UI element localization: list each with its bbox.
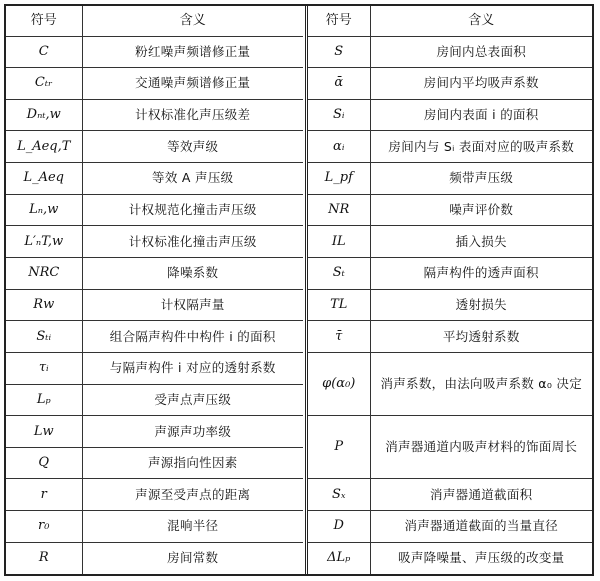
table-row <box>6 511 303 543</box>
symbol-cell: Q <box>6 447 82 479</box>
table-row <box>308 226 592 258</box>
meaning-cell: 房间内与 Sᵢ 表面对应的吸声系数 <box>370 131 592 163</box>
header-row <box>6 6 303 36</box>
table-row <box>6 68 303 100</box>
header-symbol: 符号 <box>308 6 370 36</box>
table-row <box>6 384 303 416</box>
meaning-cell: 与隔声构件 i 对应的透射系数 <box>82 352 303 384</box>
meaning-cell: 房间常数 <box>82 542 303 574</box>
meaning-cell: 等效声级 <box>82 131 303 163</box>
symbol-cell: R <box>6 542 82 574</box>
meaning-cell: 计权标准化声压级差 <box>82 99 303 131</box>
right-table <box>308 6 592 574</box>
symbol-cell: Dₙₜ,w <box>6 99 82 131</box>
symbol-table <box>4 4 594 576</box>
symbol-cell: TL <box>308 289 370 321</box>
table-row <box>6 194 303 226</box>
symbol-cell: Sₜᵢ <box>6 321 82 353</box>
meaning-cell: 消声器通道截面的当量直径 <box>370 511 592 543</box>
symbol-cell: Lₙ,w <box>6 194 82 226</box>
meaning-cell: 房间内平均吸声系数 <box>370 68 592 100</box>
symbol-cell: φ(α₀) <box>308 352 370 415</box>
header-symbol: 符号 <box>6 6 82 36</box>
meaning-cell: 组合隔声构件中构件 i 的面积 <box>82 321 303 353</box>
table-row <box>6 257 303 289</box>
table-row <box>308 542 592 574</box>
table-row <box>308 352 592 415</box>
meaning-cell: 房间内表面 i 的面积 <box>370 99 592 131</box>
meaning-cell: 消声系数，由法向吸声系数 α₀ 决定 <box>370 352 592 415</box>
meaning-cell: 吸声降噪量、声压级的改变量 <box>370 542 592 574</box>
meaning-cell: 频带声压级 <box>370 163 592 195</box>
table-row <box>6 479 303 511</box>
meaning-cell: 粉红噪声频谱修正量 <box>82 36 303 68</box>
symbol-cell: Cₜᵣ <box>6 68 82 100</box>
table-row <box>308 131 592 163</box>
meaning-cell: 消声器通道内吸声材料的饰面周长 <box>370 416 592 479</box>
symbol-cell: Sₓ <box>308 479 370 511</box>
symbol-cell: NRC <box>6 257 82 289</box>
meaning-cell: 噪声评价数 <box>370 194 592 226</box>
right-table-body <box>308 36 592 574</box>
table-row <box>308 257 592 289</box>
symbol-cell: Lₚ <box>6 384 82 416</box>
meaning-cell: 混响半径 <box>82 511 303 543</box>
left-table-body <box>6 36 303 574</box>
table-row <box>308 194 592 226</box>
meaning-cell: 降噪系数 <box>82 257 303 289</box>
header-meaning: 含义 <box>370 6 592 36</box>
symbol-cell: Sᵢ <box>308 99 370 131</box>
symbol-cell: C <box>6 36 82 68</box>
symbol-cell: NR <box>308 194 370 226</box>
table-row <box>6 131 303 163</box>
symbol-cell: D <box>308 511 370 543</box>
symbol-cell: L_Aeq <box>6 163 82 195</box>
table-row <box>308 479 592 511</box>
meaning-cell: 平均透射系数 <box>370 321 592 353</box>
symbol-cell: αᵢ <box>308 131 370 163</box>
table-row <box>6 289 303 321</box>
meaning-cell: 房间内总表面积 <box>370 36 592 68</box>
table-row <box>308 511 592 543</box>
symbol-cell: r₀ <box>6 511 82 543</box>
meaning-cell: 插入损失 <box>370 226 592 258</box>
table-row <box>6 36 303 68</box>
symbol-cell: Sₜ <box>308 257 370 289</box>
symbol-cell: ᾱ <box>308 68 370 100</box>
table-row <box>6 416 303 448</box>
meaning-cell: 计权标准化撞击声压级 <box>82 226 303 258</box>
meaning-cell: 计权规范化撞击声压级 <box>82 194 303 226</box>
meaning-cell: 交通噪声频谱修正量 <box>82 68 303 100</box>
meaning-cell: 计权隔声量 <box>82 289 303 321</box>
symbol-cell: Lw <box>6 416 82 448</box>
meaning-cell: 等效 A 声压级 <box>82 163 303 195</box>
symbol-cell: L′ₙT,w <box>6 226 82 258</box>
table-row <box>6 352 303 384</box>
meaning-cell: 隔声构件的透声面积 <box>370 257 592 289</box>
right-half-table <box>308 6 592 574</box>
table-row <box>308 163 592 195</box>
table-row <box>308 289 592 321</box>
symbol-cell: τᵢ <box>6 352 82 384</box>
table-row <box>308 36 592 68</box>
symbol-cell: L_Aeq,T <box>6 131 82 163</box>
symbol-cell: IL <box>308 226 370 258</box>
table-row <box>308 321 592 353</box>
table-row <box>308 68 592 100</box>
left-table <box>6 6 303 574</box>
symbol-cell: P <box>308 416 370 479</box>
table-row <box>6 321 303 353</box>
meaning-cell: 消声器通道截面积 <box>370 479 592 511</box>
symbol-cell: r <box>6 479 82 511</box>
table-row <box>6 163 303 195</box>
table-row <box>6 542 303 574</box>
symbol-cell: ΔLₚ <box>308 542 370 574</box>
symbol-cell: Rw <box>6 289 82 321</box>
symbol-cell: S <box>308 36 370 68</box>
meaning-cell: 声源声功率级 <box>82 416 303 448</box>
table-row <box>308 416 592 479</box>
symbol-cell: τ̄ <box>308 321 370 353</box>
header-row <box>308 6 592 36</box>
left-half-table <box>6 6 303 574</box>
table-row <box>308 99 592 131</box>
header-meaning: 含义 <box>82 6 303 36</box>
meaning-cell: 透射损失 <box>370 289 592 321</box>
table-row <box>6 99 303 131</box>
table-row <box>6 447 303 479</box>
meaning-cell: 声源指向性因素 <box>82 447 303 479</box>
symbol-cell: L_pf <box>308 163 370 195</box>
meaning-cell: 受声点声压级 <box>82 384 303 416</box>
table-row <box>6 226 303 258</box>
meaning-cell: 声源至受声点的距离 <box>82 479 303 511</box>
